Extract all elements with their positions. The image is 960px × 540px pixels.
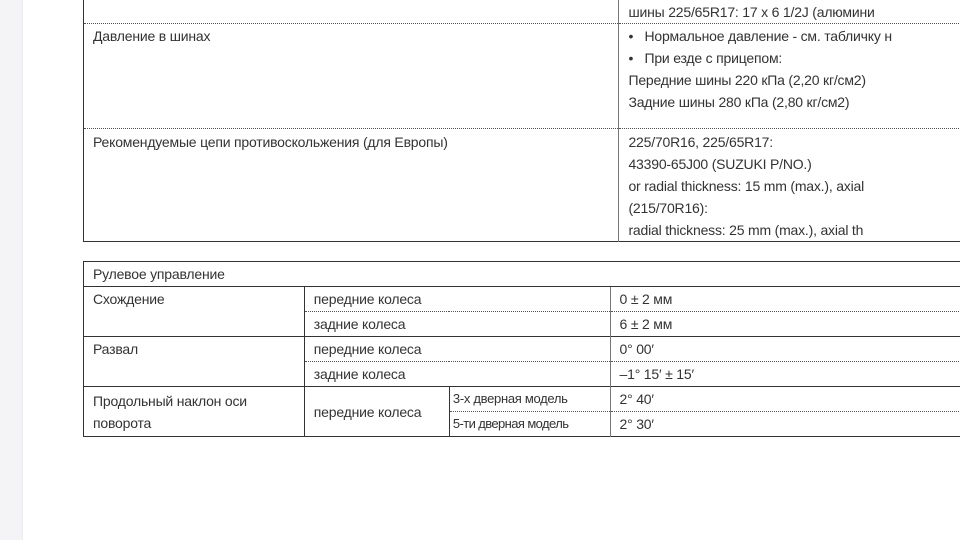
pressure-front: Передние шины 220 кПа (2,20 кг/см2) (628, 72, 866, 88)
camber-front-label: передние колеса (304, 337, 610, 362)
pressure-normal-item: • Нормальное давление - см. табличку н (628, 25, 960, 47)
table-cell (619, 0, 960, 24)
caster-5door-label: 5-ти дверная модель (449, 412, 610, 437)
table-row (84, 129, 960, 242)
table-row (84, 262, 960, 287)
caster-3door-label: 3-х дверная модель (449, 387, 610, 412)
pressure-rear: Задние шины 280 кПа (2,80 кг/см2) (628, 94, 850, 110)
table-row (84, 287, 960, 312)
caster-5door-value: 2° 30′ (610, 412, 960, 437)
camber-rear-value: –1° 15′ ± 15′ (610, 362, 960, 387)
table-row (84, 387, 960, 412)
chains-line: 43390-65J00 (SUZUKI P/NO.) (628, 156, 812, 172)
camber-rear-label: задние колеса (304, 362, 610, 387)
caster-3door-value: 2° 40′ (610, 387, 960, 412)
table-row (84, 24, 960, 129)
chains-line: or radial thickness: 15 mm (max.), axial (628, 178, 864, 194)
wheel-note: шины 225/65R17: 17 x 6 1/2J (алюмини (628, 4, 875, 20)
steering-section-title: Рулевое управление (84, 262, 960, 287)
toe-rear-value: 6 ± 2 мм (610, 312, 960, 337)
caster-label: Продольный наклон оси поворота (84, 387, 305, 437)
viewer-left-margin (0, 0, 23, 540)
tire-pressure-label: Давление в шинах (84, 24, 619, 129)
pressure-trailer-item: • При езде с прицепом: (628, 47, 960, 69)
document-page (23, 0, 960, 540)
snow-chains-label: Рекомендуемые цепи противоскольжения (для Европы) (84, 129, 619, 242)
table-row (84, 337, 960, 362)
toe-rear-label: задние колеса (304, 312, 610, 337)
chains-line: 225/70R16, 225/65R17: (628, 134, 773, 150)
snow-chains-value (619, 129, 960, 242)
toe-label: Схождение (84, 287, 305, 337)
camber-front-value: 0° 00′ (610, 337, 960, 362)
toe-front-value: 0 ± 2 мм (610, 287, 960, 312)
steering-spec-table (83, 261, 960, 437)
table-cell (84, 0, 619, 24)
chains-line: (215/70R16): (628, 200, 708, 216)
tire-pressure-value (619, 24, 960, 129)
caster-front-label: передние колеса (304, 387, 449, 437)
toe-front-label: передние колеса (304, 287, 610, 312)
tire-spec-table (83, 0, 960, 242)
camber-label: Развал (84, 337, 305, 387)
table-row (84, 0, 960, 24)
chains-line: radial thickness: 25 mm (max.), axial th (628, 222, 864, 238)
